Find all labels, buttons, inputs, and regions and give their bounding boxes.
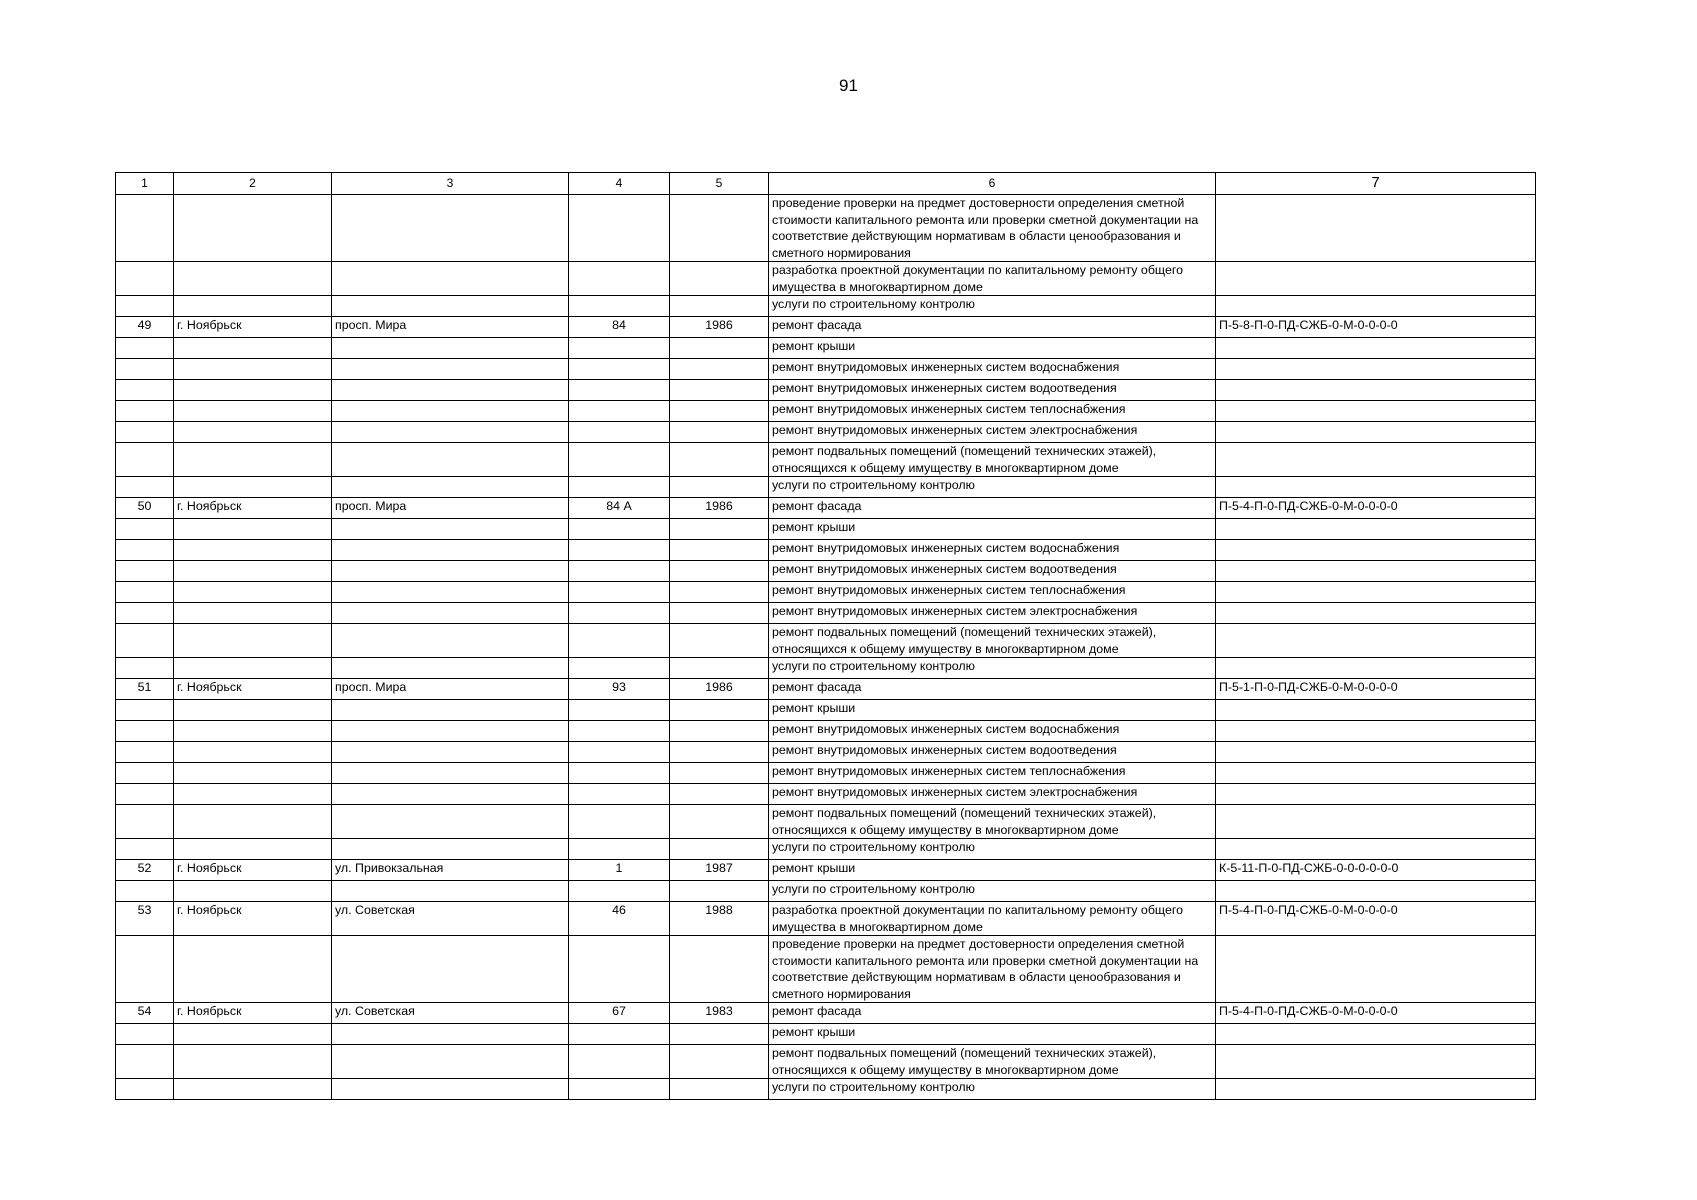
house-number-cell [569,742,670,763]
city-cell [174,296,332,317]
city-cell [174,805,332,839]
row-number-cell [116,624,174,658]
building-code-cell [1216,603,1536,624]
year-built-cell [670,582,769,603]
table-row [116,805,1536,839]
house-number-cell [569,624,670,658]
work-type-cell: ремонт крыши [769,860,1216,881]
year-built-cell [670,700,769,721]
table-row [116,860,1536,881]
house-number-cell [569,359,670,380]
table-row [116,519,1536,540]
building-code-cell: П-5-1-П-0-ПД-СЖБ-0-М-0-0-0-0 [1216,679,1536,700]
year-built-cell [670,763,769,784]
building-code-cell [1216,195,1536,262]
street-cell [332,561,569,582]
house-number-cell: 67 [569,1003,670,1024]
table-row [116,338,1536,359]
city-cell [174,262,332,296]
house-number-cell [569,582,670,603]
year-built-cell: 1983 [670,1003,769,1024]
house-number-cell: 46 [569,902,670,936]
building-code-cell [1216,1079,1536,1100]
street-cell [332,296,569,317]
table-row [116,359,1536,380]
table-body [116,195,1536,1100]
table-row [116,477,1536,498]
table-row [116,582,1536,603]
column-header-7: 7 [1216,173,1536,195]
work-type-cell: услуги по строительному контролю [769,477,1216,498]
street-cell [332,700,569,721]
building-code-cell [1216,1045,1536,1079]
work-type-cell: услуги по строительному контролю [769,1079,1216,1100]
building-code-cell: П-5-4-П-0-ПД-СЖБ-0-М-0-0-0-0 [1216,902,1536,936]
year-built-cell [670,839,769,860]
year-built-cell: 1986 [670,679,769,700]
building-code-cell [1216,839,1536,860]
city-cell [174,839,332,860]
city-cell: г. Ноябрьск [174,679,332,700]
row-number-cell [116,338,174,359]
table-row [116,561,1536,582]
year-built-cell [670,742,769,763]
street-cell [332,477,569,498]
building-code-cell [1216,700,1536,721]
house-number-cell [569,658,670,679]
house-number-cell [569,401,670,422]
column-header-6: 6 [769,173,1216,195]
building-code-cell: П-5-8-П-0-ПД-СЖБ-0-М-0-0-0-0 [1216,317,1536,338]
work-type-cell: ремонт внутридомовых инженерных систем электроснабжения [769,784,1216,805]
year-built-cell [670,262,769,296]
table-row [116,262,1536,296]
building-code-cell [1216,805,1536,839]
work-type-cell: проведение проверки на предмет достоверности определения сметной стоимости капитального ремонта или проверки сметной документации на соответствие действующим нормативам в области ценообразования и сметного нормирования [769,936,1216,1003]
house-number-cell [569,561,670,582]
building-code-cell [1216,401,1536,422]
work-type-cell: ремонт внутридомовых инженерных систем водоснабжения [769,721,1216,742]
building-code-cell [1216,784,1536,805]
row-number-cell [116,296,174,317]
work-type-cell: ремонт внутридомовых инженерных систем электроснабжения [769,422,1216,443]
column-header-3: 3 [332,173,569,195]
table-row [116,658,1536,679]
table-row [116,422,1536,443]
street-cell [332,658,569,679]
city-cell [174,658,332,679]
city-cell [174,195,332,262]
row-number-cell [116,443,174,477]
work-type-cell: ремонт крыши [769,1024,1216,1045]
year-built-cell [670,359,769,380]
table-row [116,1079,1536,1100]
city-cell [174,936,332,1003]
building-code-cell [1216,763,1536,784]
house-number-cell [569,784,670,805]
city-cell [174,721,332,742]
table-row [116,936,1536,1003]
row-number-cell: 52 [116,860,174,881]
row-number-cell [116,839,174,860]
street-cell [332,401,569,422]
row-number-cell [116,1024,174,1045]
house-number-cell [569,1024,670,1045]
table-row [116,881,1536,902]
table-row [116,1024,1536,1045]
year-built-cell: 1986 [670,498,769,519]
table-row [116,603,1536,624]
house-number-cell [569,540,670,561]
house-number-cell: 1 [569,860,670,881]
work-type-cell: ремонт крыши [769,519,1216,540]
year-built-cell: 1986 [670,317,769,338]
work-type-cell: ремонт внутридомовых инженерных систем водоснабжения [769,540,1216,561]
work-type-cell: ремонт подвальных помещений (помещений технических этажей), относящихся к общему имуществу в многоквартирном доме [769,443,1216,477]
table-row [116,317,1536,338]
row-number-cell [116,422,174,443]
house-number-cell [569,380,670,401]
year-built-cell [670,296,769,317]
row-number-cell: 50 [116,498,174,519]
row-number-cell [116,262,174,296]
city-cell [174,380,332,401]
work-type-cell: ремонт внутридомовых инженерных систем водоотведения [769,742,1216,763]
street-cell [332,540,569,561]
year-built-cell [670,380,769,401]
table-row [116,839,1536,860]
row-number-cell [116,784,174,805]
row-number-cell [116,721,174,742]
building-code-cell [1216,624,1536,658]
row-number-cell [116,1079,174,1100]
city-cell [174,624,332,658]
house-number-cell [569,1079,670,1100]
row-number-cell: 49 [116,317,174,338]
work-type-cell: услуги по строительному контролю [769,839,1216,860]
city-cell [174,881,332,902]
city-cell [174,603,332,624]
table-row [116,498,1536,519]
row-number-cell [116,582,174,603]
year-built-cell [670,721,769,742]
work-type-cell: ремонт крыши [769,700,1216,721]
city-cell [174,443,332,477]
city-cell [174,540,332,561]
street-cell [332,839,569,860]
table-row [116,195,1536,262]
building-code-cell: К-5-11-П-0-ПД-СЖБ-0-0-0-0-0-0 [1216,860,1536,881]
year-built-cell [670,401,769,422]
column-header-1: 1 [116,173,174,195]
house-number-cell [569,338,670,359]
row-number-cell [116,540,174,561]
house-number-cell [569,477,670,498]
table-row [116,679,1536,700]
building-code-cell [1216,422,1536,443]
year-built-cell [670,519,769,540]
work-type-cell: разработка проектной документации по капитальному ремонту общего имущества в многоквартирном доме [769,262,1216,296]
city-cell [174,1045,332,1079]
row-number-cell [116,700,174,721]
table-row [116,624,1536,658]
table-row [116,1003,1536,1024]
street-cell [332,721,569,742]
city-cell [174,338,332,359]
street-cell [332,338,569,359]
street-cell [332,763,569,784]
house-number-cell: 84 [569,317,670,338]
table-row [116,721,1536,742]
city-cell [174,422,332,443]
street-cell: просп. Мира [332,317,569,338]
year-built-cell: 1988 [670,902,769,936]
column-header-4: 4 [569,173,670,195]
work-type-cell: ремонт подвальных помещений (помещений технических этажей), относящихся к общему имуществу в многоквартирном доме [769,805,1216,839]
city-cell: г. Ноябрьск [174,317,332,338]
year-built-cell [670,624,769,658]
row-number-cell [116,380,174,401]
street-cell [332,380,569,401]
city-cell: г. Ноябрьск [174,1003,332,1024]
street-cell [332,359,569,380]
street-cell [332,1045,569,1079]
street-cell [332,881,569,902]
row-number-cell: 51 [116,679,174,700]
street-cell: просп. Мира [332,679,569,700]
work-type-cell: ремонт фасада [769,498,1216,519]
row-number-cell [116,805,174,839]
row-number-cell [116,936,174,1003]
table-row [116,784,1536,805]
row-number-cell [116,359,174,380]
building-code-cell [1216,742,1536,763]
year-built-cell [670,195,769,262]
building-code-cell [1216,658,1536,679]
work-type-cell: ремонт внутридомовых инженерных систем теплоснабжения [769,401,1216,422]
year-built-cell [670,936,769,1003]
column-header-5: 5 [670,173,769,195]
year-built-cell: 1987 [670,860,769,881]
year-built-cell [670,881,769,902]
street-cell: ул. Советская [332,1003,569,1024]
street-cell [332,784,569,805]
house-number-cell [569,519,670,540]
table-row [116,296,1536,317]
city-cell: г. Ноябрьск [174,860,332,881]
city-cell [174,477,332,498]
row-number-cell [116,401,174,422]
house-number-cell [569,1045,670,1079]
street-cell: ул. Привокзальная [332,860,569,881]
building-code-cell [1216,1024,1536,1045]
row-number-cell [116,658,174,679]
row-number-cell [116,477,174,498]
city-cell [174,763,332,784]
house-number-cell [569,881,670,902]
building-code-cell [1216,519,1536,540]
city-cell: г. Ноябрьск [174,498,332,519]
building-code-cell: П-5-4-П-0-ПД-СЖБ-0-М-0-0-0-0 [1216,1003,1536,1024]
building-code-cell [1216,477,1536,498]
city-cell [174,359,332,380]
work-type-cell: услуги по строительному контролю [769,881,1216,902]
house-number-cell [569,262,670,296]
row-number-cell [116,603,174,624]
house-number-cell [569,700,670,721]
row-number-cell [116,742,174,763]
year-built-cell [670,540,769,561]
year-built-cell [670,805,769,839]
building-code-cell [1216,721,1536,742]
row-number-cell [116,881,174,902]
row-number-cell [116,519,174,540]
house-number-cell [569,805,670,839]
row-number-cell [116,195,174,262]
work-type-cell: ремонт внутридомовых инженерных систем теплоснабжения [769,763,1216,784]
table-row [116,380,1536,401]
house-number-cell [569,296,670,317]
header-row [116,173,1536,195]
row-number-cell: 53 [116,902,174,936]
work-type-cell: услуги по строительному контролю [769,658,1216,679]
street-cell [332,603,569,624]
street-cell: просп. Мира [332,498,569,519]
street-cell [332,443,569,477]
house-number-cell [569,443,670,477]
work-type-cell: ремонт внутридомовых инженерных систем водоотведения [769,561,1216,582]
city-cell [174,742,332,763]
building-code-cell [1216,380,1536,401]
building-code-cell [1216,540,1536,561]
year-built-cell [670,603,769,624]
work-type-cell: разработка проектной документации по капитальному ремонту общего имущества в многоквартирном доме [769,902,1216,936]
work-type-cell: ремонт внутридомовых инженерных систем водоснабжения [769,359,1216,380]
work-type-cell: ремонт подвальных помещений (помещений технических этажей), относящихся к общему имуществу в многоквартирном доме [769,1045,1216,1079]
year-built-cell [670,477,769,498]
year-built-cell [670,443,769,477]
table-row [116,902,1536,936]
building-code-cell [1216,561,1536,582]
table-row [116,700,1536,721]
city-cell [174,784,332,805]
row-number-cell [116,1045,174,1079]
house-number-cell [569,839,670,860]
table-row [116,1045,1536,1079]
house-number-cell: 84 А [569,498,670,519]
year-built-cell [670,561,769,582]
city-cell [174,401,332,422]
street-cell: ул. Советская [332,902,569,936]
house-number-cell [569,422,670,443]
street-cell [332,936,569,1003]
building-code-cell [1216,443,1536,477]
row-number-cell [116,561,174,582]
building-code-cell [1216,582,1536,603]
street-cell [332,742,569,763]
table-row [116,401,1536,422]
street-cell [332,1079,569,1100]
work-type-cell: ремонт подвальных помещений (помещений технических этажей), относящихся к общему имуществу в многоквартирном доме [769,624,1216,658]
house-number-cell [569,603,670,624]
house-number-cell [569,721,670,742]
year-built-cell [670,422,769,443]
work-type-cell: ремонт внутридомовых инженерных систем водоотведения [769,380,1216,401]
city-cell [174,519,332,540]
building-code-cell [1216,338,1536,359]
city-cell [174,700,332,721]
page-number: 91 [839,76,858,95]
table-row [116,763,1536,784]
row-number-cell: 54 [116,1003,174,1024]
house-number-cell [569,763,670,784]
column-header-2: 2 [174,173,332,195]
year-built-cell [670,1079,769,1100]
table-row [116,540,1536,561]
city-cell [174,1079,332,1100]
building-code-cell [1216,262,1536,296]
work-type-cell: проведение проверки на предмет достоверности определения сметной стоимости капитального ремонта или проверки сметной документации на соответствие действующим нормативам в области ценообразования и сметного нормирования [769,195,1216,262]
street-cell [332,262,569,296]
street-cell [332,1024,569,1045]
work-type-cell: ремонт крыши [769,338,1216,359]
table-row [116,443,1536,477]
building-code-cell [1216,936,1536,1003]
year-built-cell [670,338,769,359]
building-code-cell [1216,359,1536,380]
street-cell [332,195,569,262]
street-cell [332,805,569,839]
building-code-cell [1216,881,1536,902]
year-built-cell [670,784,769,805]
house-number-cell: 93 [569,679,670,700]
building-code-cell [1216,296,1536,317]
city-cell [174,561,332,582]
work-type-cell: ремонт внутридомовых инженерных систем теплоснабжения [769,582,1216,603]
row-number-cell [116,763,174,784]
building-code-cell: П-5-4-П-0-ПД-СЖБ-0-М-0-0-0-0 [1216,498,1536,519]
street-cell [332,519,569,540]
table-row [116,742,1536,763]
house-number-cell [569,195,670,262]
work-type-cell: ремонт фасада [769,679,1216,700]
year-built-cell [670,658,769,679]
work-type-cell: ремонт фасада [769,1003,1216,1024]
capital-repair-table [115,172,1536,1100]
city-cell [174,1024,332,1045]
street-cell [332,422,569,443]
year-built-cell [670,1045,769,1079]
work-type-cell: услуги по строительному контролю [769,296,1216,317]
year-built-cell [670,1024,769,1045]
city-cell: г. Ноябрьск [174,902,332,936]
street-cell [332,624,569,658]
work-type-cell: ремонт внутридомовых инженерных систем электроснабжения [769,603,1216,624]
street-cell [332,582,569,603]
house-number-cell [569,936,670,1003]
city-cell [174,582,332,603]
work-type-cell: ремонт фасада [769,317,1216,338]
